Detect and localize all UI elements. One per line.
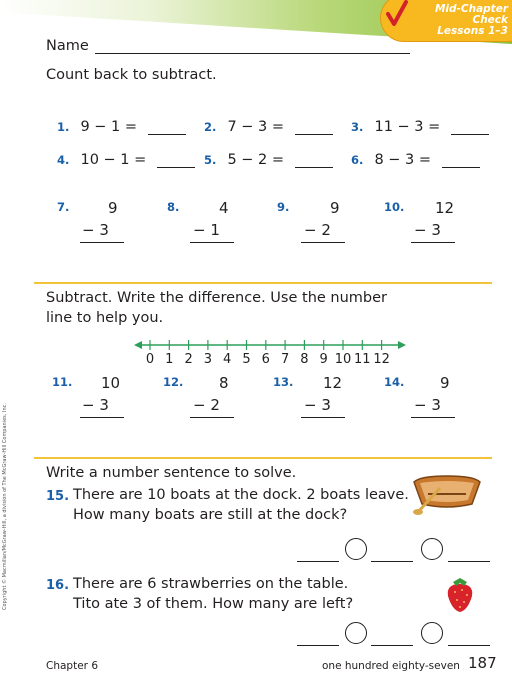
answer-line[interactable] [301,417,345,418]
subtrahend: − 3 [414,221,441,239]
page-number: 187 [468,654,497,672]
q15-line2: How many boats are still at the dock? [73,507,348,523]
answer-line[interactable] [371,645,413,646]
problem-6 [351,149,480,168]
number-line-label: 12 [373,352,390,367]
answer-line[interactable] [411,417,455,418]
problem-number: 5. [204,153,217,167]
number-line-label: 11 [354,352,371,367]
section1-instruction: Count back to subtract. [46,67,217,83]
problem-number: 13. [273,375,294,389]
minuend: 9 [440,374,450,392]
checkmark-icon [386,0,408,28]
problem-2 [204,116,333,135]
copyright-note: Copyright © Macmillan/McGraw-Hill, a division of The McGraw-Hill Companies, Inc. [2,403,8,610]
operator-circle[interactable] [345,622,367,644]
problem-expression: 7 − 3 = [227,119,285,135]
answer-blank[interactable] [148,120,186,135]
answer-line[interactable] [190,242,234,243]
q16-line2: Tito ate 3 of them. How many are left? [73,596,354,612]
problem-number: 14. [384,375,405,389]
problem-number: 12. [163,375,184,389]
subtrahend: − 1 [193,221,220,239]
subtrahend: − 3 [82,396,109,414]
section3-instruction: Write a number sentence to solve. [46,465,297,481]
number-line-label: 0 [145,352,155,367]
problem-expression: 5 − 2 = [227,152,285,168]
minuend: 12 [435,199,455,217]
subtrahend: − 3 [82,221,109,239]
footer-page-words: one hundred eighty-seven [322,660,460,672]
answer-line[interactable] [190,417,234,418]
answer-line[interactable] [297,645,339,646]
answer-blank[interactable] [157,153,195,168]
name-field[interactable] [95,53,410,54]
number-line-label: 7 [280,352,290,367]
problem-3 [351,116,489,135]
strawberry-icon [444,574,476,614]
minuend: 10 [101,374,121,392]
answer-line[interactable] [411,242,455,243]
badge-title: Mid-Chapter Check [434,3,508,26]
problem-number: 3. [351,120,364,134]
answer-blank[interactable] [442,153,480,168]
answer-line[interactable] [371,561,413,562]
number-line-label: 5 [242,352,251,367]
subtrahend: − 2 [304,221,331,239]
problem-number: 7. [57,200,70,214]
number-line-label: 3 [203,352,213,367]
boat-icon [410,470,484,516]
section-divider [34,457,492,459]
problem-number: 10. [384,200,405,214]
number-line-label: 1 [165,352,174,367]
minuend: 4 [219,199,229,217]
minuend: 8 [219,374,229,392]
answer-line[interactable] [80,417,124,418]
problem-number: 11. [52,375,73,389]
name-label: Name [46,38,89,54]
answer-line[interactable] [297,561,339,562]
equals-circle[interactable] [421,538,443,560]
operator-circle[interactable] [345,538,367,560]
number-line-label: 4 [223,352,232,367]
answer-line[interactable] [448,645,490,646]
problem-expression: 10 − 1 = [80,152,147,168]
answer-blank[interactable] [451,120,489,135]
number-line-label: 10 [334,352,352,367]
footer-chapter: Chapter 6 [46,660,98,672]
problem-number: 16. [46,578,70,593]
minuend: 9 [330,199,340,217]
answer-line[interactable] [301,242,345,243]
answer-line[interactable] [448,561,490,562]
problem-expression: 11 − 3 = [374,119,441,135]
problem-expression: 9 − 1 = [80,119,138,135]
problem-number: 8. [167,200,180,214]
problem-number: 4. [57,153,70,167]
section-divider [34,282,492,284]
number-line-label: 6 [261,352,270,367]
subtrahend: − 2 [193,396,220,414]
problem-expression: 8 − 3 = [374,152,432,168]
number-line-label: 2 [184,352,193,367]
answer-blank[interactable] [295,120,333,135]
problem-4 [57,149,195,168]
subtrahend: − 3 [304,396,331,414]
badge-lessons: Lessons 1–3 [437,25,508,37]
minuend: 9 [108,199,118,217]
problem-number: 15. [46,489,70,504]
q15-line1: There are 10 boats at the dock. 2 boats leave. [73,487,409,503]
equals-circle[interactable] [421,622,443,644]
badge-text [408,4,508,37]
problem-number: 1. [57,120,70,134]
section2-instruction-line2: line to help you. [46,310,164,326]
minuend: 12 [323,374,343,392]
answer-line[interactable] [80,242,124,243]
problem-number: 2. [204,120,217,134]
problem-number: 9. [277,200,290,214]
problem-number: 6. [351,153,364,167]
number-line-label: 8 [300,352,309,367]
q16-line1: There are 6 strawberries on the table. [73,576,349,592]
subtrahend: − 3 [414,396,441,414]
number-line-label: 9 [319,352,328,367]
answer-blank[interactable] [295,153,333,168]
section2-instruction-line1: Subtract. Write the difference. Use the number [46,290,388,306]
problem-5 [204,149,333,168]
problem-1 [57,116,186,135]
